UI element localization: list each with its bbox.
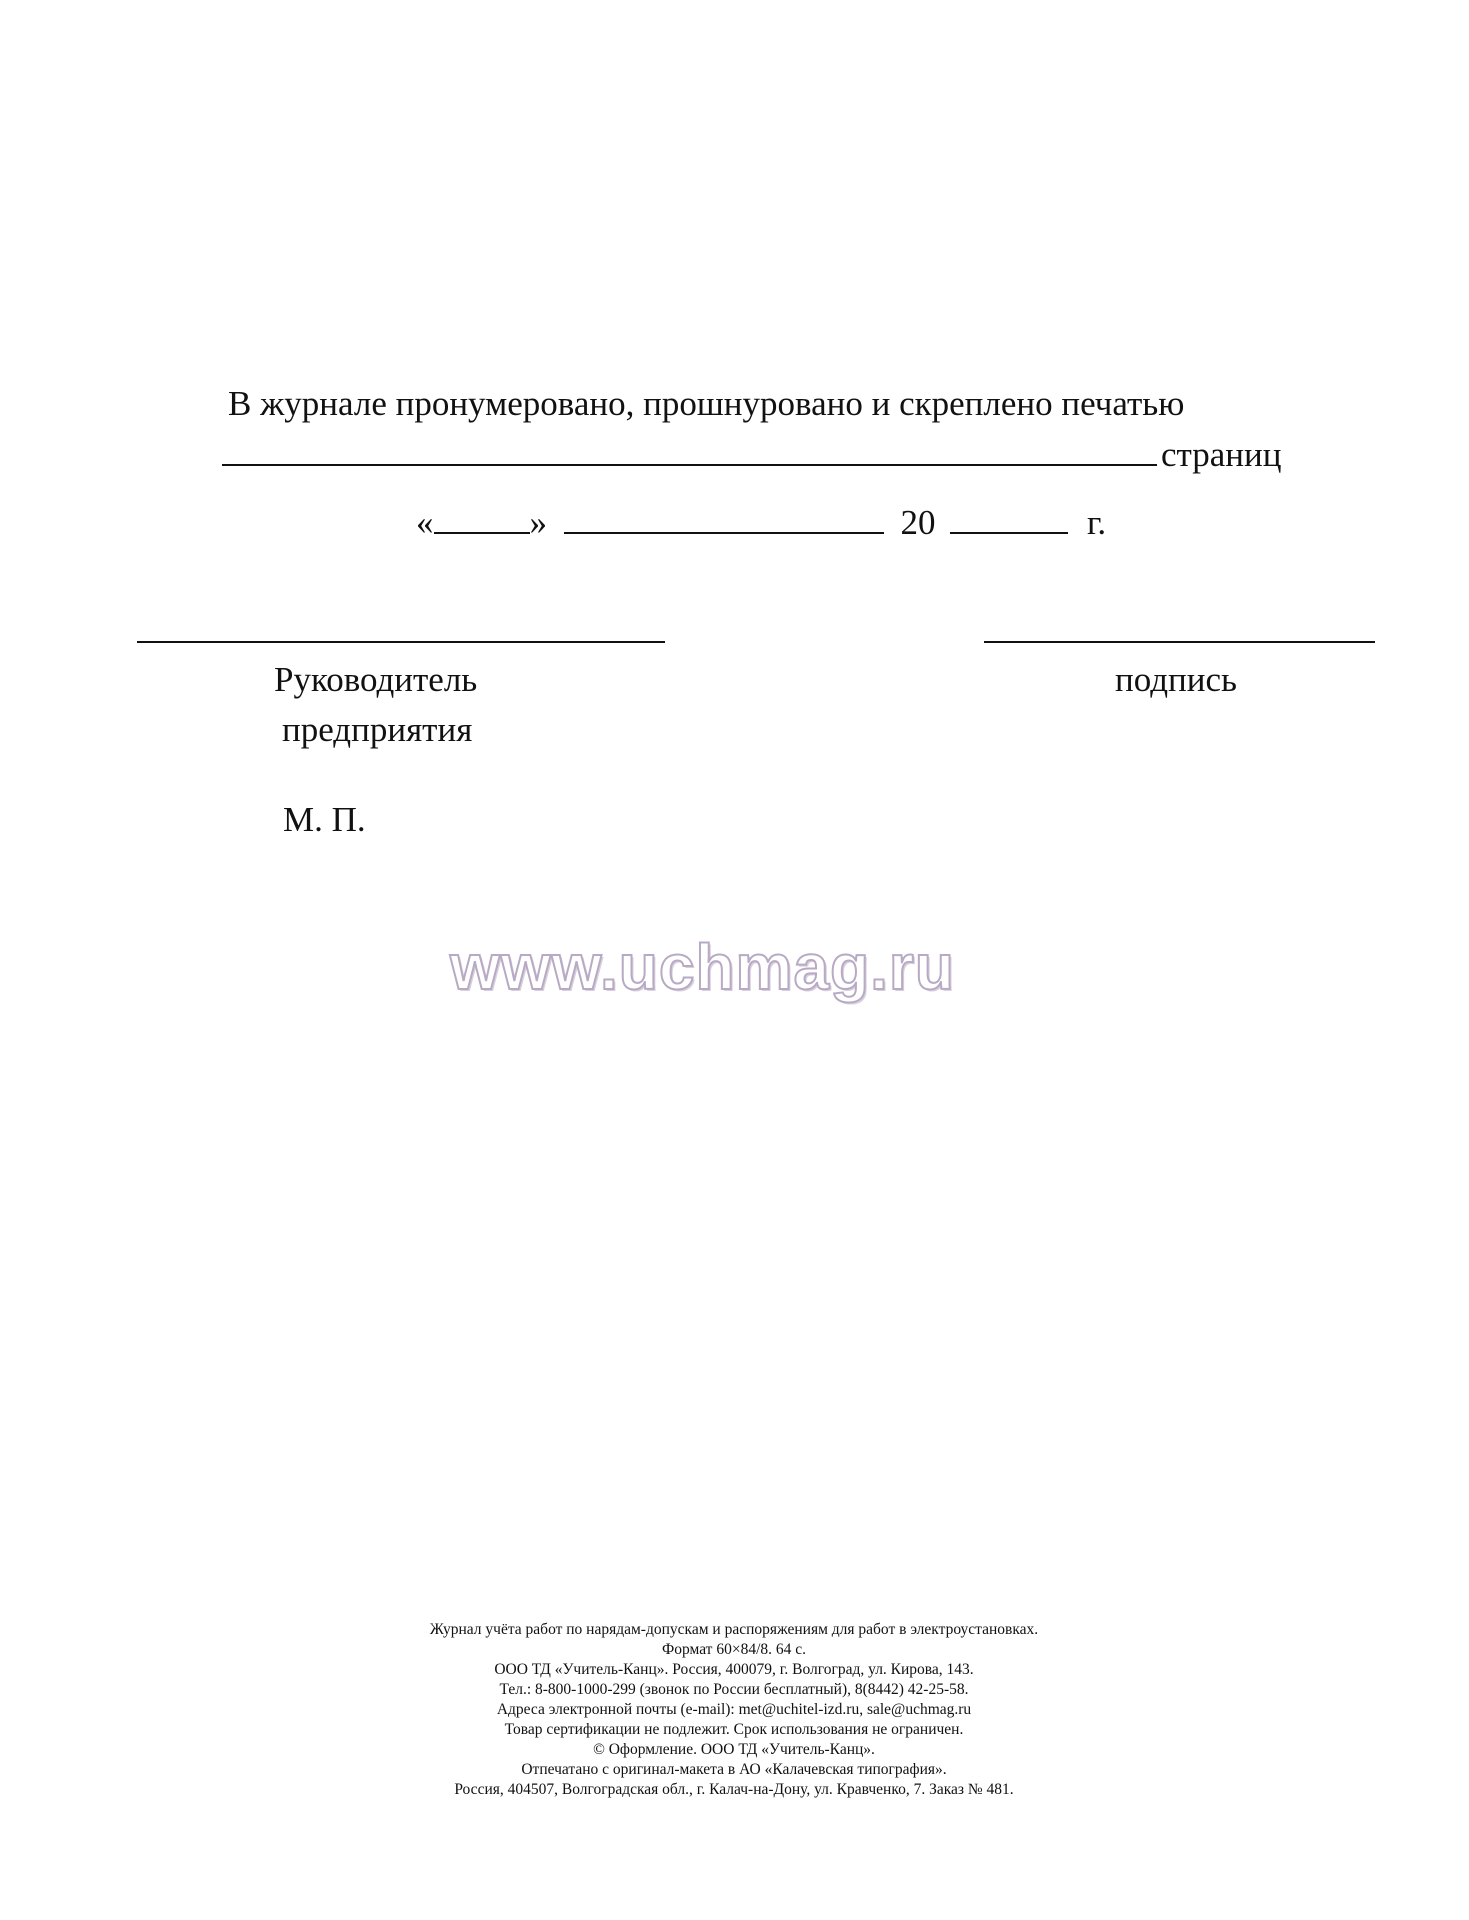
role-line-1: Руководитель xyxy=(274,660,478,699)
pages-label: страниц xyxy=(1161,435,1282,474)
imprint-line: Адреса электронной почты (e-mail): met@uchitel-izd.ru, sale@uchmag.ru xyxy=(496,1701,972,1718)
imprint-line: Тел.: 8-800-1000-299 (звонок по России бесплатный), 8(8442) 42-25-58. xyxy=(499,1681,969,1698)
imprint-line: © Оформление. ООО ТД «Учитель-Канц». xyxy=(593,1741,875,1758)
date-close-quote: » xyxy=(529,503,547,542)
date-line xyxy=(416,504,1106,540)
year-prefix: 20 xyxy=(900,503,936,542)
imprint-line: Отпечатано с оригинал-макета в АО «Калачевская типография». xyxy=(521,1761,947,1778)
pages-count-blank[interactable] xyxy=(222,436,1157,466)
manager-role-label xyxy=(274,655,477,755)
day-blank[interactable] xyxy=(434,504,530,534)
imprint-line: Формат 60×84/8. 64 с. xyxy=(661,1641,807,1658)
signature-line[interactable] xyxy=(984,641,1375,643)
date-open-quote: « xyxy=(416,503,434,542)
watermark: www.uchmag.ru xyxy=(450,931,955,1003)
imprint-block xyxy=(334,1620,1134,1800)
imprint-line: Журнал учёта работ по нарядам-допускам и распоряжениям для работ в электроустановках. xyxy=(429,1621,1039,1638)
signature-label: подпись xyxy=(1115,660,1237,699)
role-line-2: предприятия xyxy=(282,710,473,749)
manager-name-line[interactable] xyxy=(137,641,665,643)
imprint-line: Россия, 404507, Волгоградская обл., г. Калач-на-Дону, ул. Кравченко, 7. Заказ № 481. xyxy=(454,1781,1014,1798)
imprint-line: Товар сертификации не подлежит. Срок использования не ограничен. xyxy=(504,1721,964,1738)
pages-count-line xyxy=(222,436,1281,472)
year-blank[interactable] xyxy=(950,504,1068,534)
month-blank[interactable] xyxy=(564,504,884,534)
certification-statement: В журнале пронумеровано, прошнуровано и скреплено печатью xyxy=(228,384,1185,423)
stamp-place-label: М. П. xyxy=(283,800,366,839)
year-suffix: г. xyxy=(1087,503,1107,542)
imprint-line: ООО ТД «Учитель-Канц». Россия, 400079, г. Волгоград, ул. Кирова, 143. xyxy=(494,1661,974,1678)
